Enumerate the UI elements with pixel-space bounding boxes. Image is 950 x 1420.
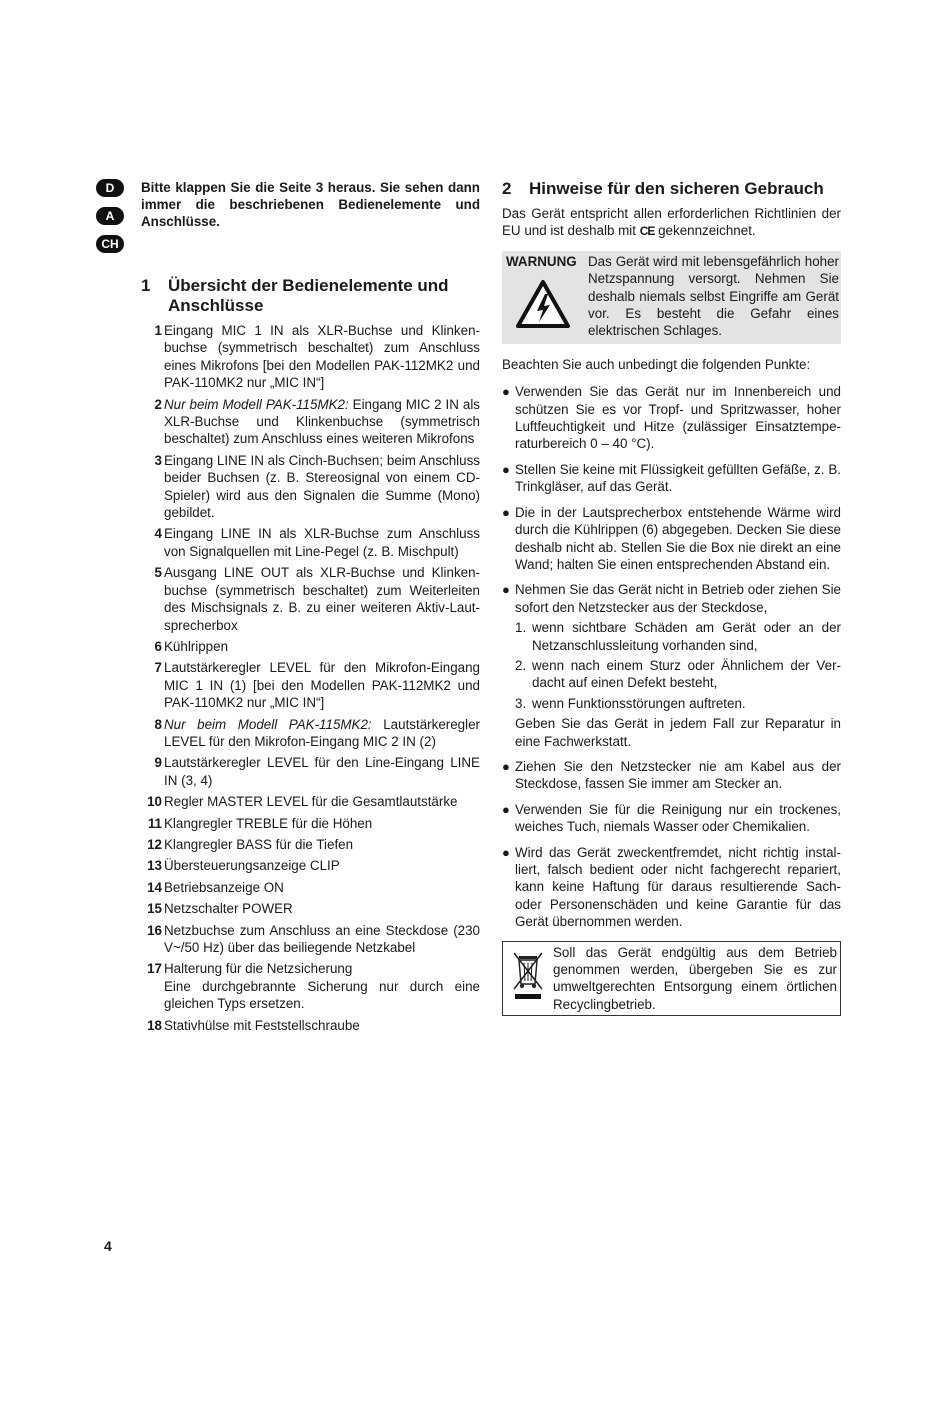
control-item — [141, 960, 480, 1012]
control-text: Lautstärkeregler LEVEL für den Mikrofon-Eingang MIC 2 IN (2) — [164, 716, 480, 749]
control-description — [163, 900, 480, 917]
control-number: 8 — [154, 716, 162, 732]
control-item — [141, 754, 480, 789]
bullet-text: Nehmen Sie das Gerät nicht in Betrieb oder ziehen Sie sofort den Netzstecker aus der Steckdose, — [515, 582, 841, 615]
section-1-title: Übersicht der Bedienelemente und Anschlüsse — [168, 276, 449, 315]
control-number: 7 — [154, 660, 162, 676]
control-number: 17 — [147, 961, 162, 977]
control-number: 9 — [154, 755, 162, 771]
control-description — [163, 638, 480, 655]
right-column — [502, 179, 841, 1016]
sublist-item — [515, 695, 841, 712]
control-text: Lautstärkeregler LEVEL für den Mikrofon-Eingang MIC 1 IN (1) [bei den Modellen PAK-112MK2 und PAK-110MK2 nur „MIC IN“] — [164, 660, 480, 711]
section-2-title: Hinweise für den sicheren Gebrauch — [529, 179, 824, 198]
control-description — [163, 716, 480, 751]
bullet-icon: ● — [502, 504, 510, 520]
control-text: Eingang LINE IN als XLR-Buchse zum Anschluss von Signalquellen mit Line-Pegel (z. B. Mischpult) — [164, 526, 480, 559]
left-column — [141, 179, 480, 1038]
section-1-number: 1 — [141, 276, 151, 295]
sublist-text: wenn Funktionsstörungen auftreten. — [532, 695, 746, 711]
safety-bullet — [502, 461, 841, 496]
control-number: 11 — [147, 815, 162, 831]
model-note: Nur beim Modell PAK-115MK2: — [164, 716, 372, 732]
control-text: Klangregler TREBLE für die Höhen — [164, 815, 373, 831]
control-description — [163, 659, 480, 711]
control-item — [141, 793, 480, 810]
bullet-icon: ● — [502, 582, 510, 598]
control-description — [163, 525, 480, 560]
warning-text: Das Gerät wird mit lebensgefährlich hoher Netzspannung versorgt. Nehmen Sie deshalb niemals selbst Eingriffe am Gerät vor. Es besteht die Gefahr eines elektrischen Schlages. — [588, 253, 839, 339]
crossed-out-wheelie-bin-icon — [503, 944, 553, 1014]
bullet-text: Stellen Sie keine mit Flüssigkeit gefüllten Gefäße, z. B. Trinkgläser, auf das Gerät. — [515, 461, 841, 495]
section-1-heading — [141, 276, 480, 316]
control-text: Klangregler BASS für die Tiefen — [164, 836, 354, 852]
control-number: 18 — [147, 1017, 162, 1033]
bullet-text: Wird das Gerät zweckentfremdet, nicht richtig installiert, falsch bedient oder nicht fachgerecht repariert, kann keine Haftung für daraus resultierende Sach- oder Personenschäden und keine Garantie für das Gerät übernommen werden. — [515, 844, 841, 930]
recycling-text: Soll das Gerät endgültig aus dem Betrieb genommen werden, übergeben Sie es zur umweltgerechten Entsorgung einem örtlichen Recyclingbetrieb. — [553, 944, 837, 1012]
ce-intro-end: gekennzeichnet. — [654, 223, 756, 239]
control-description — [163, 857, 480, 874]
safety-bullet — [502, 581, 841, 750]
sublist-text: wenn nach einem Sturz oder Ähnlichem der Verdacht auf einen Defekt besteht, — [532, 657, 841, 691]
bullet-text: Ziehen Sie den Netzstecker nie am Kabel aus der Steckdose, fassen Sie immer am Stecker an. — [515, 758, 841, 792]
control-item — [141, 525, 480, 560]
control-description — [163, 452, 480, 522]
repair-note: Geben Sie das Gerät in jedem Fall zur Reparatur in eine Fachwerkstatt. — [515, 716, 841, 749]
control-description — [163, 754, 480, 789]
bullet-icon: ● — [502, 384, 510, 400]
model-note: Nur beim Modell PAK-115MK2: — [164, 396, 349, 412]
warning-label: WARNUNG — [506, 253, 577, 269]
safety-bullets — [502, 383, 841, 930]
control-text: Eingang MIC 1 IN als XLR-Buchse und Klinkenbuchse (symmetrisch beschaltet) zum Anschluss eines Mikrofons [bei den Modellen PAK-112MK2 und PAK-110MK2 nur „MIC IN“] — [164, 323, 480, 391]
control-number: 10 — [147, 794, 162, 810]
control-description — [163, 793, 480, 810]
control-text: Eingang MIC 2 IN als XLR-Buchse und Klinkenbuchse (symmetrisch beschaltet) zum Anschluss eines weiteren Mikrofons — [164, 396, 480, 447]
control-text: Stativhülse mit Feststellschraube — [164, 1017, 360, 1033]
control-item — [141, 322, 480, 392]
sublist-item — [515, 657, 841, 692]
control-item — [141, 857, 480, 874]
intro-text: Bitte klappen Sie die Seite 3 heraus. Sie sehen dann immer die beschriebenen Bedienelemente und Anschlüsse. — [141, 180, 480, 229]
bullet-icon: ● — [502, 801, 510, 817]
control-item — [141, 900, 480, 917]
language-badge-de: D — [96, 179, 124, 197]
control-text: Regler MASTER LEVEL für die Gesamtlautstärke — [164, 794, 458, 810]
control-item — [141, 452, 480, 522]
language-badges — [96, 179, 126, 263]
control-number: 14 — [147, 879, 162, 895]
control-text: Kühlrippen — [164, 638, 229, 654]
recycling-box — [502, 941, 841, 1017]
control-description — [163, 1017, 480, 1034]
sublist-number: 3. — [515, 695, 527, 711]
bullet-icon: ● — [502, 461, 510, 477]
ce-intro — [502, 205, 841, 241]
safety-bullet — [502, 758, 841, 793]
control-item — [141, 564, 480, 634]
sublist-number: 1. — [515, 620, 527, 636]
language-badge-ch: CH — [96, 235, 124, 253]
control-number: 16 — [147, 922, 162, 938]
page-number: 4 — [104, 1238, 112, 1254]
control-text: Eingang LINE IN als Cinch-Buchsen; beim Anschluss beider Buchsen (z. B. Stereosignal von einem CD-Spieler) wird aus den Signalen die Summe (Mono) gebildet. — [164, 452, 480, 521]
control-description — [163, 396, 480, 448]
control-number: 15 — [147, 901, 162, 917]
safety-bullet — [502, 383, 841, 453]
control-description — [163, 322, 480, 392]
control-number: 6 — [154, 638, 162, 654]
control-item — [141, 396, 480, 448]
control-text: Netzschalter POWER — [164, 901, 293, 917]
control-number: 4 — [154, 526, 162, 542]
control-text: Lautstärkeregler LEVEL für den Line-Eingang LINE IN (3, 4) — [164, 755, 480, 788]
control-item — [141, 815, 480, 832]
bullet-text: Verwenden Sie das Gerät nur im Innenbereich und schützen Sie es vor Tropf- und Spritzwasser, hoher Luftfeuchtigkeit und Hitze (zulässiger Einsatztemperaturbereich 0 – 40 °C). — [515, 384, 841, 452]
control-item — [141, 879, 480, 896]
warning-box — [502, 251, 841, 344]
ce-mark: CE — [639, 224, 655, 239]
bullet-icon: ● — [502, 758, 510, 774]
control-item — [141, 638, 480, 655]
safety-bullet — [502, 801, 841, 836]
control-number: 12 — [147, 836, 162, 852]
safety-bullet — [502, 504, 841, 574]
control-number: 1 — [154, 323, 162, 338]
sublist-number: 2. — [515, 657, 527, 673]
control-text: Ausgang LINE OUT als XLR-Buchse und Klinkenbuchse (symmetrisch beschaltet) zum Weiterleiten des Mischsignals z. B. zu einer weiteren Aktiv-Lautsprecherbox — [164, 565, 480, 633]
control-text: Betriebsanzeige ON — [164, 879, 284, 895]
section-2-number: 2 — [502, 179, 512, 198]
control-item — [141, 836, 480, 853]
controls-list — [141, 322, 480, 1034]
bullet-text: Verwenden Sie für die Reinigung nur ein trockenes, weiches Tuch, niemals Wasser oder Chemikalien. — [515, 801, 841, 835]
control-number: 13 — [147, 858, 162, 874]
observe-text: Beachten Sie auch unbedingt die folgenden Punkte: — [502, 356, 811, 372]
sublist-item — [515, 619, 841, 654]
control-description — [163, 815, 480, 832]
control-item — [141, 922, 480, 957]
language-badge-a: A — [96, 207, 124, 225]
control-text: Netzbuchse zum Anschluss an eine Steckdose (230 V~/50 Hz) über das beiliegende Netzkabel — [164, 922, 480, 955]
control-description — [163, 879, 480, 896]
ce-intro-text: Das Gerät entspricht allen erforderlichen Richtlinien der EU und ist deshalb mit — [502, 206, 841, 239]
control-item — [141, 1017, 480, 1034]
control-number: 2 — [154, 396, 162, 412]
control-text: Halterung für die Netzsicherung Eine durchgebrannte Sicherung nur durch eine gleichen Typs ersetzen. — [164, 961, 480, 1012]
control-item — [141, 659, 480, 711]
control-number: 3 — [154, 452, 162, 468]
sublist-text: wenn sichtbare Schäden am Gerät oder an der Netzanschlussleitung vorhanden sind, — [532, 620, 841, 653]
control-description — [163, 960, 480, 1012]
control-number: 5 — [154, 565, 162, 581]
high-voltage-warning-icon — [515, 279, 588, 334]
section-2-heading — [502, 179, 841, 199]
bullet-icon: ● — [502, 844, 510, 860]
safety-bullet — [502, 844, 841, 931]
bullet-text: Die in der Lautsprecherbox entstehende Wärme wird durch die Kühlrippen (6) abgegeben. Decken Sie diese deshalb nicht ab. Stellen Sie die Box nie direkt an eine Wand; halten Sie einen entsprechenden Abstand ein. — [515, 504, 841, 572]
control-description — [163, 922, 480, 957]
control-item — [141, 716, 480, 751]
control-description — [163, 836, 480, 853]
control-description — [163, 564, 480, 634]
control-text: Übersteuerungsanzeige CLIP — [164, 858, 340, 874]
